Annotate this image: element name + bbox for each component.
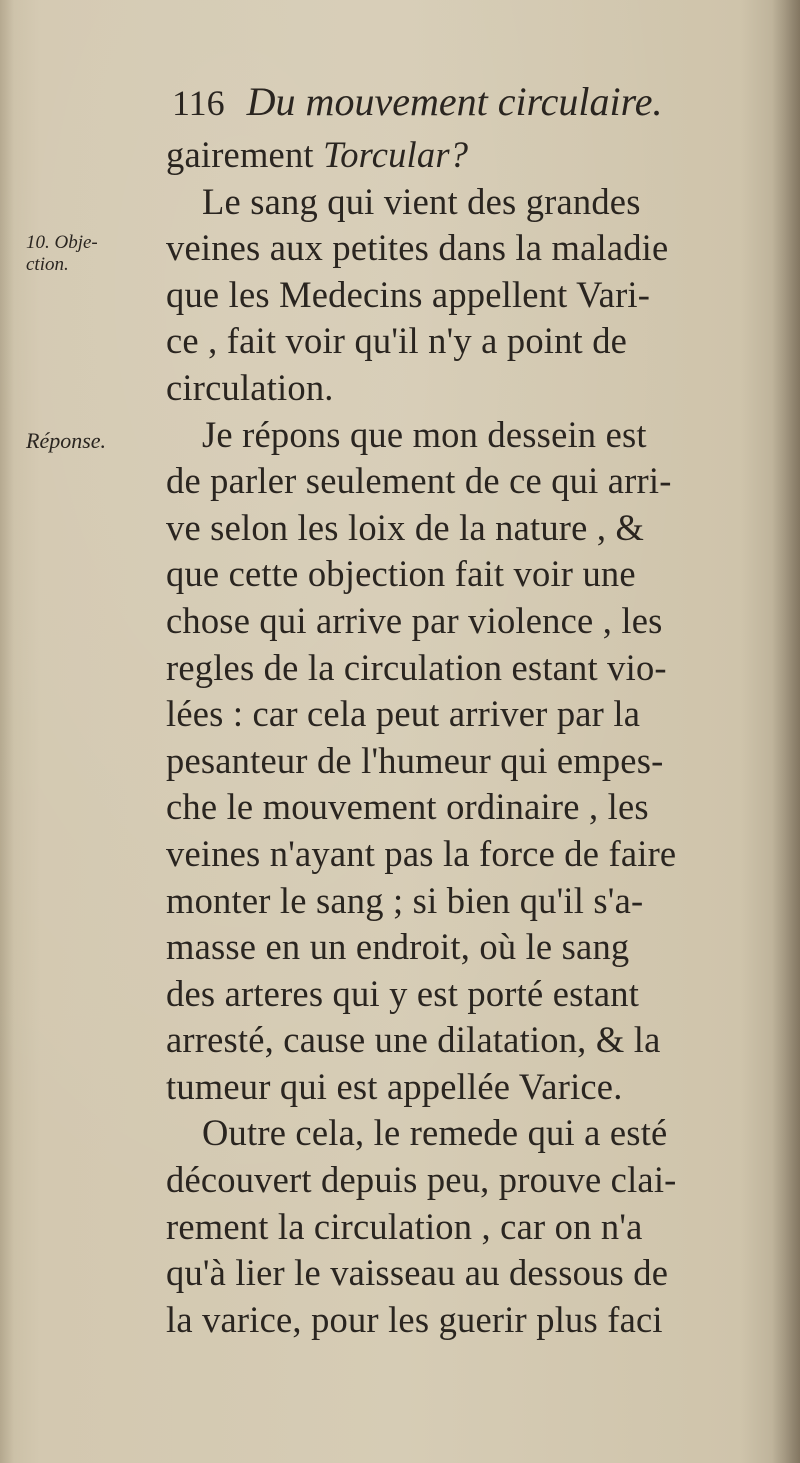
text-line: regles de la circulation estant vio-	[166, 646, 667, 688]
text-line: tumeur qui est appellée Varice.	[166, 1065, 623, 1107]
text-line	[166, 132, 746, 179]
text-line-italic: Torcular?	[323, 134, 469, 175]
page-gutter-shadow	[772, 0, 800, 1463]
text-line: arresté, cause une dilatation, & la	[166, 1019, 661, 1061]
marginal-note-objection	[26, 232, 98, 276]
text-line: ce , fait voir qu'il n'y a point de	[166, 320, 628, 362]
text-line: découvert depuis peu, prouve clai-	[166, 1159, 677, 1201]
text-line: la varice, pour les guerir plus faci	[166, 1298, 663, 1340]
marginal-note-objection-line2: ction.	[26, 254, 69, 275]
running-title: Du mouvement circulaire.	[246, 79, 663, 124]
text-line: qu'à lier le vaisseau au dessous de	[166, 1252, 669, 1294]
page-left-edge	[0, 0, 14, 1463]
text-line: veines n'ayant pas la force de faire	[166, 832, 677, 874]
text-line-roman: gairement	[166, 134, 324, 175]
text-line: monter le sang ; si bien qu'il s'a-	[166, 879, 644, 921]
text-line: Outre cela, le remede qui a esté	[202, 1112, 668, 1154]
text-line: de parler seulement de ce qui arri-	[166, 460, 672, 502]
text-line: que cette objection fait voir une	[166, 553, 636, 595]
text-line: Je répons que mon dessein est	[202, 413, 647, 455]
marginal-note-objection-line1: 10. Obje-	[26, 232, 98, 253]
page-header	[172, 78, 662, 127]
page-number: 116	[172, 83, 225, 123]
text-line: circulation.	[166, 366, 334, 408]
marginal-note-reponse: Réponse.	[26, 428, 107, 453]
text-line: Le sang qui vient des grandes	[202, 180, 641, 222]
text-line: ve selon les loix de la nature , &	[166, 506, 645, 548]
text-line: que les Medecins appellent Vari-	[166, 273, 651, 315]
text-line: pesanteur de l'humeur qui empes-	[166, 739, 664, 781]
text-line: masse en un endroit, où le sang	[166, 926, 630, 968]
text-line: chose qui arrive par violence , les	[166, 599, 663, 641]
text-line: veines aux petites dans la maladie	[166, 227, 669, 269]
text-line: lées : car cela peut arriver par la	[166, 693, 641, 735]
text-line: che le mouvement ordinaire , les	[166, 786, 649, 828]
text-line: des arteres qui y est porté estant	[166, 972, 640, 1014]
text-line: rement la circulation , car on n'a	[166, 1205, 643, 1247]
body-text	[166, 132, 746, 1343]
